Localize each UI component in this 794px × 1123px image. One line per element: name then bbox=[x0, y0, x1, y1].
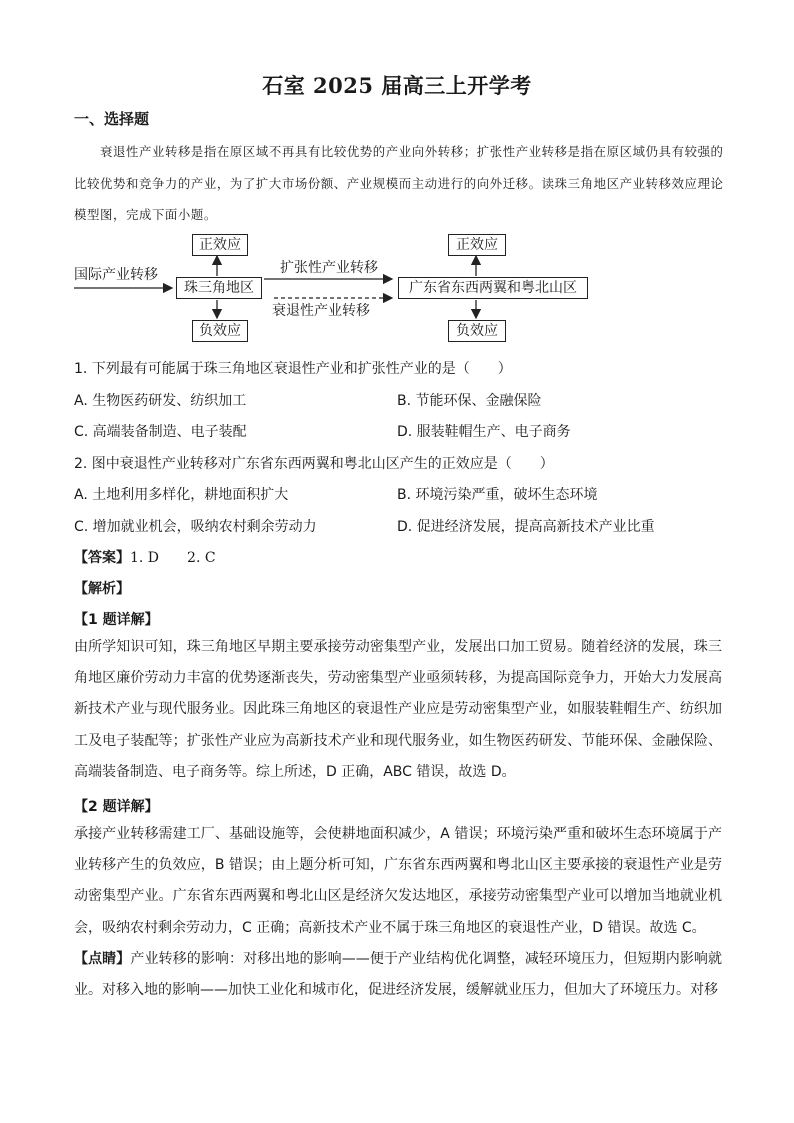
section-heading: 一、选择题 bbox=[74, 110, 150, 128]
q1-option-a: A. 生物医药研发、纺织加工 bbox=[74, 393, 247, 409]
tip-tag: 【点睛】 bbox=[74, 951, 131, 967]
question-1-stem: 1. 下列最有可能属于珠三角地区衰退性产业和扩张性产业的是（ ） bbox=[74, 361, 512, 377]
detail-2-tag: 【2 题详解】 bbox=[74, 799, 159, 815]
right-center-box: 广东省东西两翼和粤北山区 bbox=[398, 277, 588, 299]
answer-tag: 【答案】 bbox=[74, 550, 130, 566]
q2-option-c: C. 增加就业机会，吸纳农村剩余劳动力 bbox=[74, 519, 317, 535]
left-negative-box: 负效应 bbox=[192, 320, 248, 342]
intro-paragraph: 衰退性产业转移是指在原区域不再具有比较优势的产业向外转移；扩张性产业转移是指在原区域仍具有较强的比较优势和竞争力的产业，为了扩大市场份额、产业规模而主动进行的向外迁移。读珠三角地区产业转移效应理论模型图，完成下面小题。 bbox=[74, 144, 724, 222]
input-label: 国际产业转移 bbox=[74, 267, 158, 283]
detail-1-text: 由所学知识可知，珠三角地区早期主要承接劳动密集型产业，发展出口加工贸易。随着经济的发展，珠三角地区廉价劳动力丰富的优势逐渐丧失，劳动密集型产业亟须转移，为提高国际竞争力，开始大力发展高新技术产业与现代服务业。因此珠三角地区的衰退性产业应是劳动密集型产业，如服装鞋帽生产、纺织加工及电子装配等；扩张性产业应为高新技术产业和现代服务业，如生物医药研发、节能环保、金融保险、高端装备制造、电子商务等。综上所述，D 正确，ABC 错误，故选 D。 bbox=[74, 639, 722, 780]
left-center-box: 珠三角地区 bbox=[176, 277, 262, 299]
tip-text: 产业转移的影响：对移出地的影响——便于产业结构优化调整，减轻环境压力，但短期内影响就业。对移入地的影响——加快工业化和城市化，促进经济发展，缓解就业压力，但加大了环境压力。对移 bbox=[74, 951, 723, 999]
decline-label: 衰退性产业转移 bbox=[272, 303, 370, 319]
right-positive-box: 正效应 bbox=[448, 234, 506, 256]
q2-option-a: A. 土地利用多样化，耕地面积扩大 bbox=[74, 487, 289, 503]
q1-option-c: C. 高端装备制造、电子装配 bbox=[74, 424, 247, 440]
analysis-tag: 【解析】 bbox=[74, 581, 130, 597]
question-2-stem: 2. 图中衰退性产业转移对广东省东西两翼和粤北山区产生的正效应是（ ） bbox=[74, 456, 554, 472]
q2-option-d: D. 促进经济发展，提高高新技术产业比重 bbox=[397, 519, 655, 535]
q2-option-b: B. 环境污染严重，破坏生态环境 bbox=[397, 487, 598, 503]
detail-1-tag: 【1 题详解】 bbox=[74, 612, 159, 628]
left-positive-box: 正效应 bbox=[192, 234, 248, 256]
answer-line bbox=[74, 547, 216, 567]
q1-option-d: D. 服装鞋帽生产、电子商务 bbox=[397, 424, 571, 440]
expansion-label: 扩张性产业转移 bbox=[280, 260, 378, 276]
industry-transfer-diagram bbox=[74, 228, 734, 348]
q1-option-b: B. 节能环保、金融保险 bbox=[397, 393, 542, 409]
answer-value: 1. D 2. C bbox=[130, 550, 216, 566]
tip-paragraph bbox=[74, 944, 722, 1006]
page-title: 石室 2025 届高三上开学考 bbox=[262, 73, 532, 98]
detail-2-text: 承接产业转移需建工厂、基础设施等，会使耕地面积减少，A 错误；环境污染严重和破坏生态环境属于产业转移产生的负效应，B 错误；由上题分析可知，广东省东西两翼和粤北山区主要承接的衰退性产业是劳动密集型产业。广东省东西两翼和粤北山区是经济欠发达地区，承接劳动密集型产业可以增加当地就业机会，吸纳农村剩余劳动力，C 正确；高新技术产业不属于珠三角地区的衰退性产业，D 错误。故选 C。 bbox=[74, 826, 722, 936]
right-negative-box: 负效应 bbox=[448, 320, 506, 342]
